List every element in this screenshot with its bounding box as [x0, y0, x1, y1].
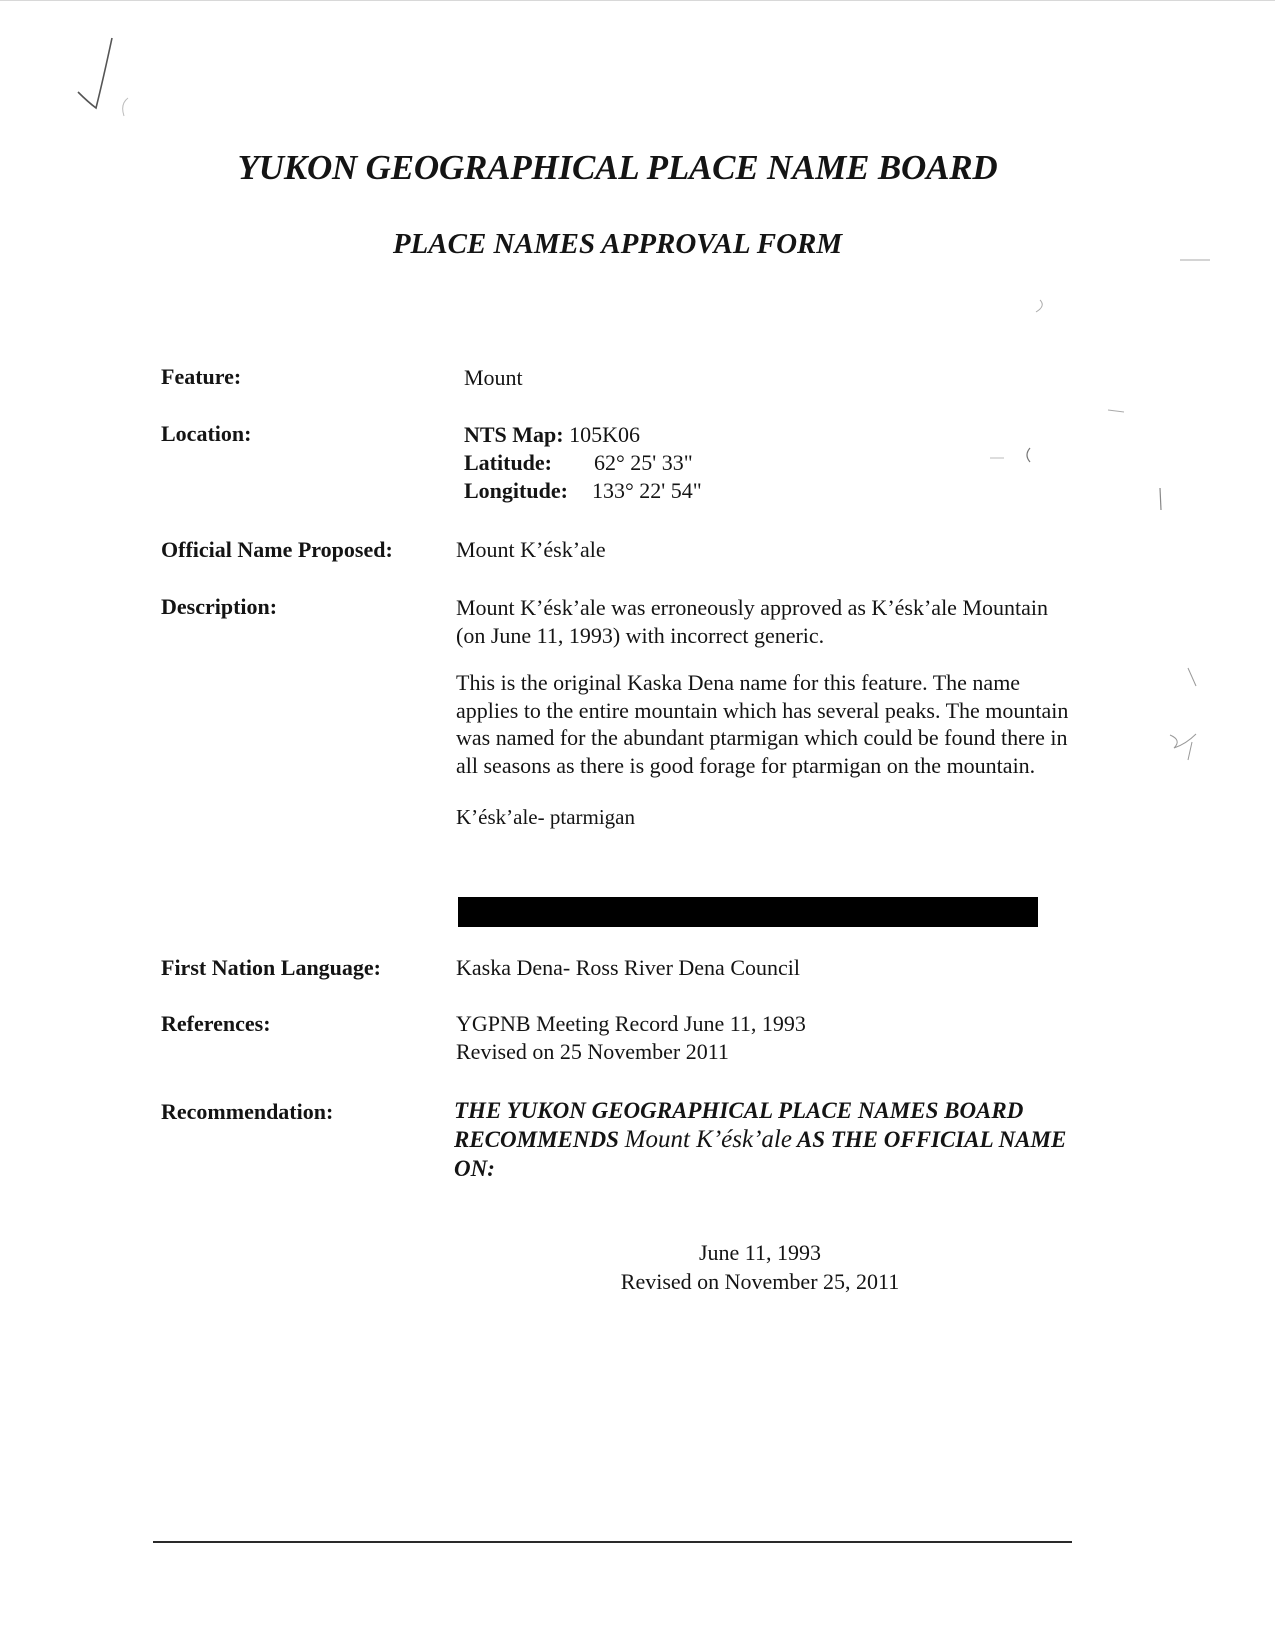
recommendation-label: Recommendation: [161, 1099, 334, 1124]
approval-date-original: June 11, 1993 [698, 1240, 821, 1265]
board-title: YUKON GEOGRAPHICAL PLACE NAME BOARD [237, 148, 998, 187]
recommended-name: Mount K’ésk’ale [624, 1126, 792, 1153]
latitude-value: 62° 25' 33" [594, 450, 693, 475]
form-title: PLACE NAMES APPROVAL FORM [392, 228, 843, 260]
longitude-value: 133° 22' 54" [592, 478, 702, 503]
reference-line-1: YGPNB Meeting Record June 11, 1993 [456, 1011, 806, 1036]
location-label: Location: [161, 421, 252, 446]
longitude-key: Longitude: [464, 478, 568, 503]
official-name-label: Official Name Proposed: [161, 537, 393, 562]
name-translation: K’ésk’ale- ptarmigan [456, 805, 636, 829]
description-paragraph-2: This is the original Kaska Dena name for this feature. The name applies to the entire mountain which has several peaks. The mountain was named for the abundant ptarmigan which could be found there in all seasons as there is good forage for ptarmigan on the mountain. [456, 670, 1069, 778]
recommendation-text-end: AS THE OFFICIAL NAME ON: [454, 1127, 1067, 1181]
feature-label: Feature: [161, 364, 242, 389]
reference-line-2: Revised on 25 November 2011 [456, 1039, 729, 1064]
references-label: References: [161, 1011, 271, 1036]
recommendation-text-start: THE YUKON GEOGRAPHICAL PLACE NAMES BOARD RECOMMENDS [454, 1098, 1024, 1152]
official-name-value: Mount K’ésk’ale [456, 537, 606, 562]
feature-value: Mount [464, 365, 523, 390]
description-paragraph-1: Mount K’ésk’ale was erroneously approved as K’ésk’ale Mountain (on June 11, 1993) with incorrect generic. [456, 595, 1048, 648]
description-label: Description: [161, 594, 278, 619]
approval-date-revised: Revised on November 25, 2011 [620, 1269, 900, 1294]
language-label: First Nation Language: [161, 955, 381, 980]
latitude-key: Latitude: [464, 450, 552, 475]
nts-map-key: NTS Map: [464, 422, 564, 447]
language-value: Kaska Dena- Ross River Dena Council [456, 955, 800, 980]
nts-map-value: 105K06 [569, 422, 641, 447]
